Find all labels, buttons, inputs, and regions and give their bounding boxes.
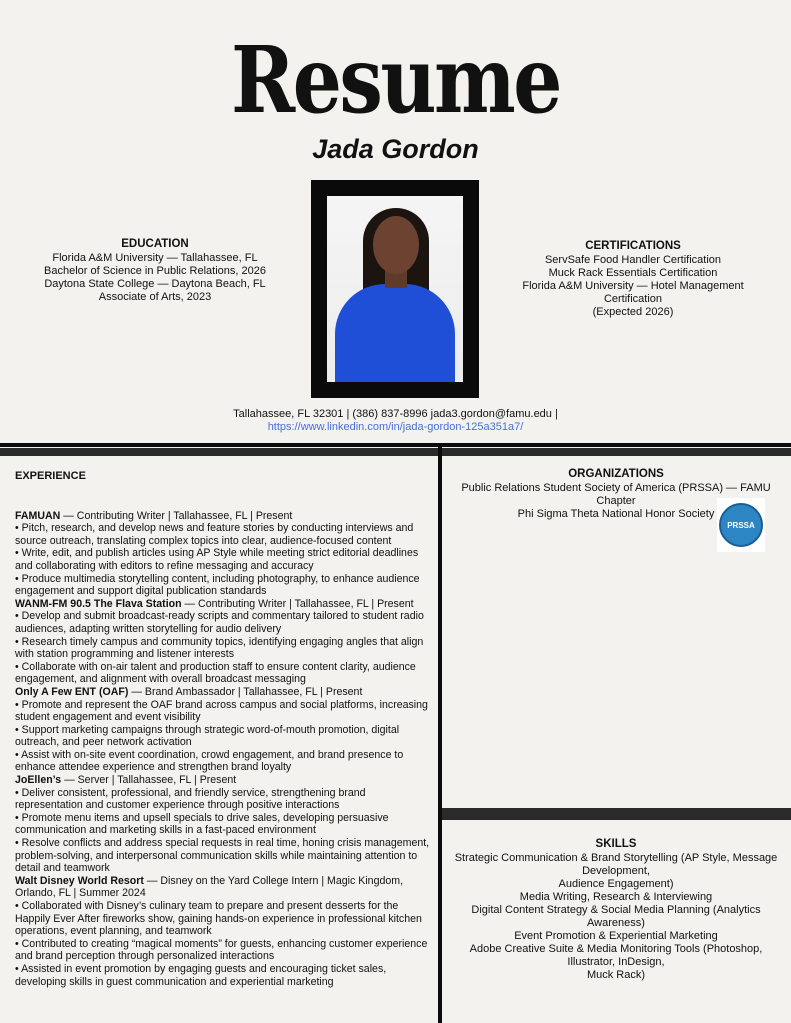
experience-heading: EXPERIENCE	[15, 470, 86, 482]
experience-list	[15, 510, 433, 989]
experience-bullet: • Promote and represent the OAF brand across campus and social platforms, increasing student engagement and event visibility	[15, 698, 428, 724]
employer-name: WANM-FM 90.5 The Flava Station	[15, 597, 182, 610]
skill-line: Audience Engagement)	[558, 878, 674, 890]
divider-right-band	[442, 808, 791, 820]
employer-name: FAMUAN	[15, 509, 61, 522]
portrait-image	[327, 196, 463, 382]
experience-bullet: • Collaborate with on-air talent and production staff to ensure content clarity, audience engagement, and alignment with overall broadcast messaging	[15, 660, 416, 686]
contact-line: Tallahassee, FL 32301 | (386) 837-8996 jada3.gordon@famu.edu |	[233, 408, 558, 420]
certification-line: (Expected 2026)	[592, 306, 674, 318]
certification-line: Muck Rack Essentials Certification	[548, 267, 718, 279]
experience-section	[15, 470, 433, 988]
prssa-logo	[717, 498, 765, 552]
skill-line: Muck Rack)	[586, 969, 646, 981]
certification-line: Florida A&M University — Hotel Management Certification	[522, 280, 744, 305]
education-section	[20, 238, 290, 304]
employer-name: JoEllen’s	[15, 774, 62, 787]
experience-bullet: • Research timely campus and community topics, identifying engaging angles that align with station programming and listener interests	[15, 635, 424, 661]
certification-line: ServSafe Food Handler Certification	[544, 254, 722, 266]
employer-name: Only A Few ENT (OAF)	[15, 685, 129, 698]
linkedin-link[interactable]: https://www.linkedin.com/in/jada-gordon-125a351a7/	[267, 421, 524, 433]
role-details: — Contributing Writer | Tallahassee, FL | Present	[181, 597, 414, 610]
skill-line: Strategic Communication & Brand Storytelling (AP Style, Message Development,	[454, 852, 778, 877]
education-line: Bachelor of Science in Public Relations, 2026	[44, 265, 266, 277]
experience-role	[15, 598, 433, 611]
experience-role	[15, 875, 433, 900]
experience-role	[15, 774, 433, 787]
skill-line: Digital Content Strategy & Social Media Planning (Analytics Awareness)	[471, 904, 761, 929]
role-details: — Disney on the Yard College Intern | Magic Kingdom, Orlando, FL | Summer 2024	[15, 874, 404, 900]
divider-vertical	[438, 447, 442, 1023]
experience-role	[15, 686, 433, 699]
experience-bullet: • Develop and submit broadcast-ready scripts and commentary tailored to student radio audiences, adapting written storytelling for audio delivery	[15, 610, 424, 635]
education-line: Daytona State College — Daytona Beach, FL	[44, 278, 266, 290]
prssa-logo-text: PRSSA	[727, 520, 755, 530]
certifications-section	[494, 240, 772, 319]
experience-role	[15, 510, 433, 523]
skill-line: Event Promotion & Experiential Marketing	[514, 930, 718, 942]
skills-section	[446, 838, 786, 982]
organization-line: Public Relations Student Society of America (PRSSA) — FAMU Chapter	[461, 482, 771, 507]
skill-line: Adobe Creative Suite & Media Monitoring Tools (Photoshop, Illustrator, InDesign,	[469, 943, 763, 968]
experience-bullet: • Support marketing campaigns through strategic word-of-mouth promotion, digital outreach, and peer network activation	[15, 723, 400, 749]
skill-line: Media Writing, Research & Interviewing	[519, 891, 713, 903]
experience-bullet: • Assisted in event promotion by engaging guests and encouraging ticket sales, developing skills in guest communication and experiential marketing	[15, 962, 387, 988]
candidate-name: Jada Gordon	[312, 134, 479, 164]
employer-name: Walt Disney World Resort	[15, 874, 144, 887]
experience-bullet: • Assist with on-site event coordination, crowd engagement, and brand presence to enhance attendee experience and strengthen brand loyalty	[15, 748, 404, 774]
certifications-heading: CERTIFICATIONS	[585, 240, 681, 252]
prssa-seal-icon	[719, 503, 763, 547]
role-details: — Brand Ambassador | Tallahassee, FL | Present	[128, 685, 363, 698]
contact-info	[0, 408, 791, 434]
experience-bullet: • Produce multimedia storytelling content, including photography, to enhance audience engagement and support digital publication standards	[15, 572, 420, 598]
organizations-heading: ORGANIZATIONS	[568, 468, 664, 480]
experience-bullet: • Pitch, research, and develop news and feature stories by conducting interviews and source outreach, translating complex topics into clear, audience-focused content	[15, 522, 414, 547]
experience-bullet: • Write, edit, and publish articles using AP Style while meeting strict editorial deadlines and collaborating with editors to refine messaging and accuracy	[15, 547, 419, 572]
organization-line: Phi Sigma Theta National Honor Society	[517, 508, 715, 520]
resume-title: Resume	[231, 26, 560, 134]
experience-bullet: • Resolve conflicts and address special requests in real time, honing crisis management, problem-solving, and interpersonal communication skills while maintaining attention to detail and teamwork	[15, 837, 430, 875]
role-details: — Server | Tallahassee, FL | Present	[61, 774, 237, 787]
experience-bullet: • Deliver consistent, professional, and friendly service, strengthening brand representation and customer experience through positive interactions	[15, 786, 366, 812]
profile-photo	[311, 180, 479, 398]
divider-top-band	[0, 448, 791, 456]
experience-bullet: • Contributed to creating “magical moments” for guests, enhancing customer experience and brand perception through personalized interactions	[15, 937, 428, 963]
divider-top	[0, 443, 791, 447]
experience-bullet: • Promote menu items and upsell specials to drive sales, developing persuasive communication and marketing skills in a fast-paced environment	[15, 811, 389, 837]
education-line: Associate of Arts, 2023	[98, 291, 212, 303]
experience-bullet: • Collaborated with Disney’s culinary team to prepare and present desserts for the Happily Ever After fireworks show, gaining hands-on experience in professional kitchen operations, event planning, and teamwork	[15, 900, 422, 938]
skills-heading: SKILLS	[595, 838, 637, 850]
education-heading: EDUCATION	[121, 238, 189, 250]
education-line: Florida A&M University — Tallahassee, FL	[52, 252, 258, 264]
role-details: — Contributing Writer | Tallahassee, FL | Present	[60, 509, 293, 522]
